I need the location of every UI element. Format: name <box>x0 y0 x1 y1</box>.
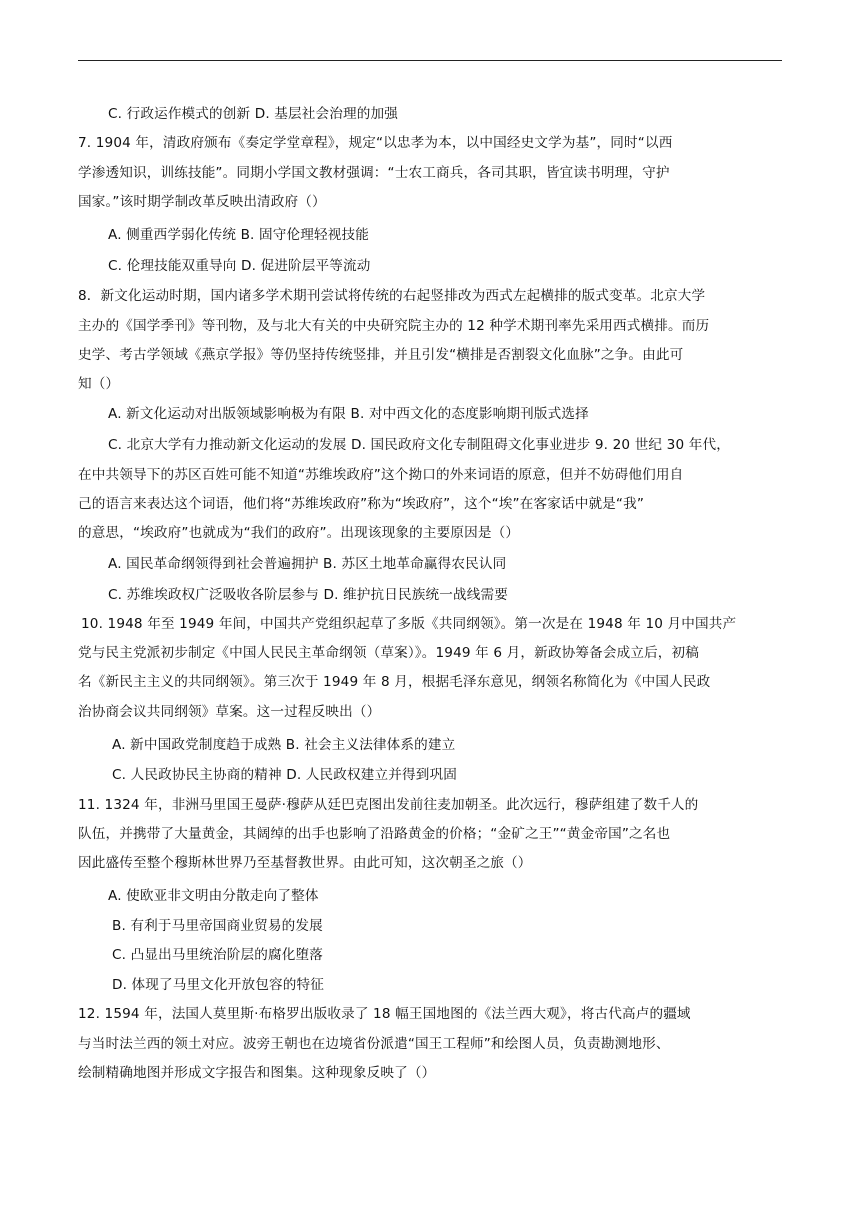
question-12-line-2: 与当时法兰西的领土对应。波旁王朝也在边境省份派遣“国王工程师”和绘图人员，负责勘测地形、 <box>78 1036 670 1052</box>
question-10-line-3: 名《新民主主义的共同纲领》。第三次于 1949 年 8 月，根据毛泽东意见，纲领名称简化为《中国人民政 <box>78 674 711 690</box>
question-8-line-2: 主办的《国学季刊》等刊物，及与北大有关的中央研究院主办的 12 种学术期刊率先采用西式横排。而历 <box>78 318 710 334</box>
option-line: A. 使欧亚非文明由分散走向了整体 <box>108 888 319 904</box>
option-line: A. 国民革命纲领得到社会普遍拥护 B. 苏区土地革命赢得农民认同 <box>108 556 507 572</box>
option-line: A. 新中国政党制度趋于成熟 B. 社会主义法律体系的建立 <box>112 737 456 753</box>
question-8-line-3: 史学、考古学领域《燕京学报》等仍坚持传统竖排，并且引发“横排是否割裂文化血脉”之争。由此可 <box>78 347 684 363</box>
option-line: C. 人民政协民主协商的精神 D. 人民政权建立并得到巩固 <box>112 767 457 783</box>
question-7-line-2: 学渗透知识，训练技能”。同期小学国文教材强调：“士农工商兵，各司其职，皆宜读书明理，守护 <box>78 165 670 181</box>
question-9-line-2: 己的语言来表达这个词语，他们将“苏维埃政府”称为“埃政府”，这个“埃”在客家话中就是“我” <box>78 496 645 512</box>
option-line: C. 伦理技能双重导向 D. 促进阶层平等流动 <box>108 258 371 274</box>
option-line: C. 北京大学有力推动新文化运动的发展 D. 国民政府文化专制阻碍文化事业进步 9. 20 世纪 30 年代， <box>108 437 730 453</box>
question-11-line-2: 队伍，并携带了大量黄金，其阔绰的出手也影响了沿路黄金的价格；“金矿之王”“黄金帝国”之名也 <box>78 826 671 842</box>
question-11-line-1: 11. 1324 年，非洲马里国王曼萨·穆萨从廷巴克图出发前往麦加朝圣。此次远行，穆萨组建了数千人的 <box>78 797 699 813</box>
option-line: A. 侧重西学弱化传统 B. 固守伦理轻视技能 <box>108 227 369 243</box>
question-7-line-1: 7. 1904 年，清政府颁布《奏定学堂章程》，规定“以忠孝为本，以中国经史文学为基”，同时“以西 <box>78 135 673 151</box>
question-10-line-2: 党与民主党派初步制定《中国人民民主革命纲领（草案）》。1949 年 6 月，新政协筹备会成立后，初稿 <box>78 645 700 661</box>
option-line: B. 有利于马里帝国商业贸易的发展 <box>112 918 323 934</box>
question-12-line-3: 绘制精确地图并形成文字报告和图集。这种现象反映了（） <box>78 1065 436 1081</box>
option-line: A. 新文化运动对出版领域影响极为有限 B. 对中西文化的态度影响期刊版式选择 <box>108 406 589 422</box>
question-9-line-1: 在中共领导下的苏区百姓可能不知道“苏维埃政府”这个拗口的外来词语的原意，但并不妨碍他们用自 <box>78 467 684 483</box>
question-11-line-3: 因此盛传至整个穆斯林世界乃至基督教世界。由此可知，这次朝圣之旅（） <box>78 855 532 871</box>
question-10-line-4: 治协商会议共同纲领》草案。这一过程反映出（） <box>78 704 381 720</box>
option-line: C. 苏维埃政权广泛吸收各阶层参与 D. 维护抗日民族统一战线需要 <box>108 587 508 603</box>
question-8-line-4: 知（） <box>78 376 120 392</box>
question-10-line-1: 10. 1948 年至 1949 年间，中国共产党组织起草了多版《共同纲领》。第一次是在 1948 年 10 月中国共产 <box>81 616 737 632</box>
question-8-line-1: 8．新文化运动时期，国内诸多学术期刊尝试将传统的右起竖排改为西式左起横排的版式变革。北京大学 <box>78 288 706 304</box>
option-line: D. 体现了马里文化开放包容的特征 <box>112 977 324 993</box>
question-9-line-3: 的意思，“埃政府”也就成为“我们的政府”。出现该现象的主要原因是（） <box>78 525 520 541</box>
option-line: C. 行政运作模式的创新 D. 基层社会治理的加强 <box>108 106 399 122</box>
question-12-line-1: 12. 1594 年，法国人莫里斯·布格罗出版收录了 18 幅王国地图的《法兰西大观》，将古代高卢的疆域 <box>78 1006 691 1022</box>
question-7-line-3: 国家。”该时期学制改革反映出清政府（） <box>78 194 326 210</box>
header-rule <box>78 60 782 61</box>
option-line: C. 凸显出马里统治阶层的腐化堕落 <box>112 947 323 963</box>
